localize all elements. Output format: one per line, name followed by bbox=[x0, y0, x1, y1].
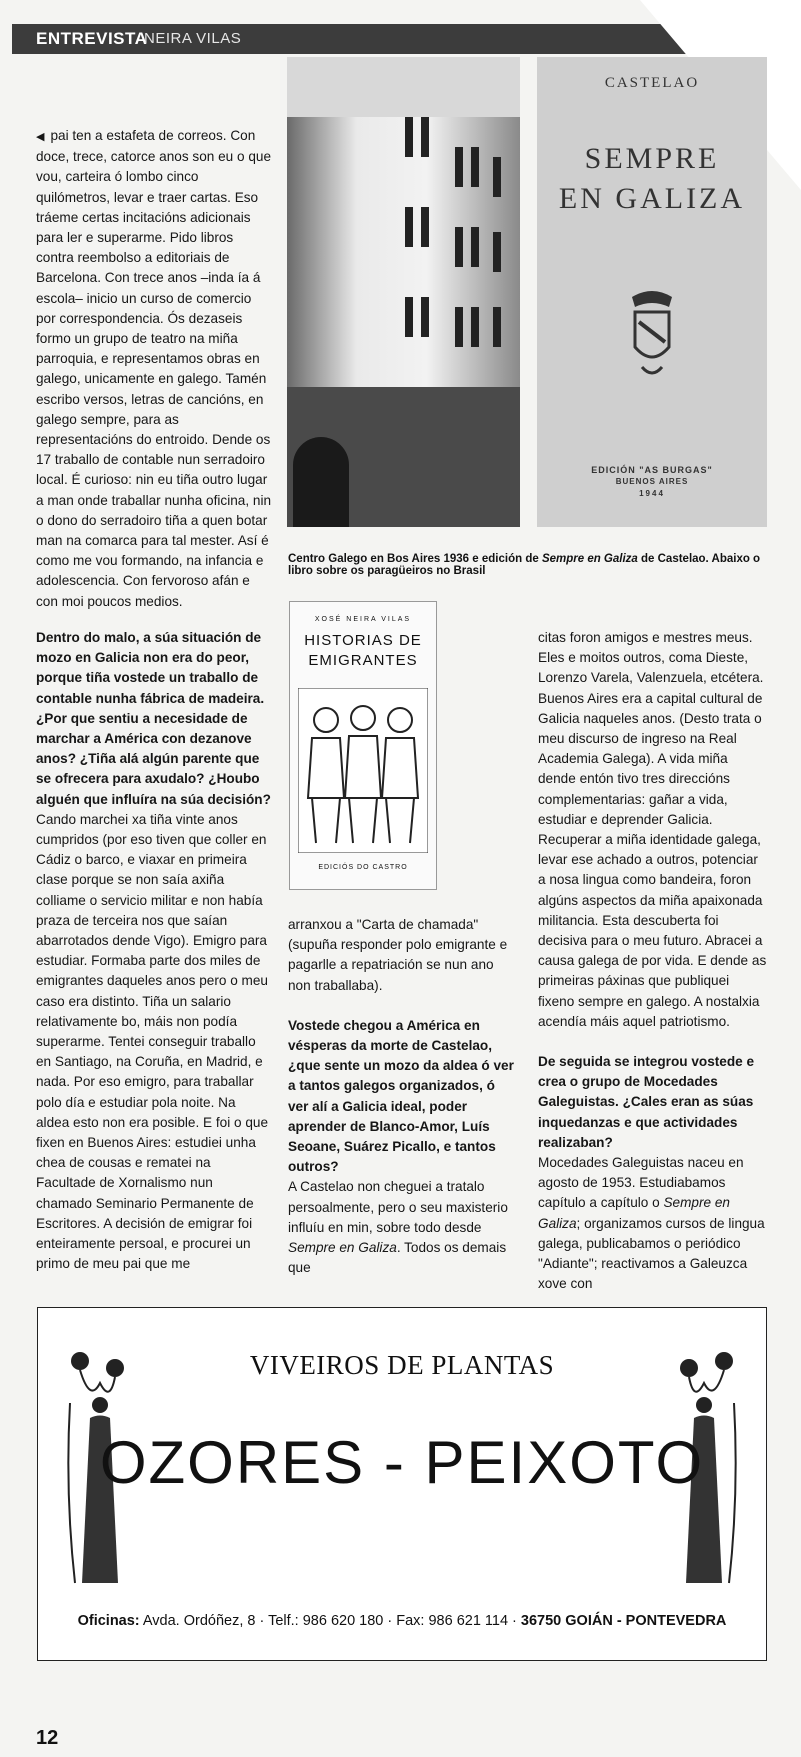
interview-question: Dentro do malo, a súa situación de mozo en Galicia non era do peor, porque tiña vostede un traballo de contable nunha fábrica de madeira. ¿Por que sentiu a necesidade de marchar a América con dezanove anos? ¿Tiña alá algún parente que se ofrecera para axudalo? ¿Houbo alguén que influíra na súa decisión? bbox=[36, 630, 271, 807]
interview-answer: citas foron amigos e mestres meus. Eles e moitos outros, coma Dieste, Lorenzo Varela, Valenzuela, etcétera. Buenos Aires era a capital cultural de Galicia naqueles anos. (Desto trata o meu discurso de ingreso na Real Academia Galega). A vida miña dende entón tivo tres direccións complementarias: gañar a vida, estudiar e deprender Galicia. Recuperar a miña identidade galega, levar ese achado a outros, potenciar a nosa lingua como bandeira, foron algúns aspectos da miña apaixonada militancia. Esta descuberta foi decisiva para o meu futuro. Abracei a causa galega de por vida. E dende as primeiras páxinas que publiquei fixeno sempre en galego. A nostalxia acendía máis aquel patriotismo. bbox=[538, 630, 767, 1029]
ozores-peixoto-advertisement bbox=[37, 1307, 767, 1661]
ad-tagline: VIVEIROS DE PLANTAS bbox=[249, 1350, 555, 1380]
interview-answer: A Castelao non cheguei a tratalo persoalmente, pero o seu maxisterio influíu en min, sobre todo desde Sempre en Galiza. Todos os demais que bbox=[288, 1179, 508, 1276]
book-year: 1944 bbox=[639, 489, 665, 498]
book-author: XOSÉ NEIRA VILAS bbox=[314, 616, 412, 623]
book-author: CASTELAO bbox=[604, 75, 700, 91]
ad-brand: OZORES - PEIXOTO bbox=[99, 1429, 705, 1496]
page-number: 12 bbox=[36, 1727, 59, 1749]
left-triangle-icon: ◀ bbox=[36, 131, 45, 143]
interview-question: Vostede chegou a América en vésperas da morte de Castelao, ¿que sente un mozo da aldea ó ver a tantos galegos organizados, ó ver alí a Galicia ideal, poder aprender de Blanco-Amor, Luís Seoane, Suárez Picallo, e tantos outros? bbox=[288, 1017, 514, 1175]
three-men-illustration bbox=[298, 688, 428, 853]
interview-answer: Mocedades Galeguistas naceu en agosto de 1953. Estudiabamos capítulo a capítulo o Sempre en Galiza; organizamos cursos de lingua galega, publicabamos o periódico "Adiante"; reactivamos a Galeuzca xove con bbox=[538, 1155, 765, 1292]
sempre-en-galiza-cover bbox=[537, 57, 767, 527]
historias-de-emigrantes-cover bbox=[289, 601, 437, 890]
column-1 bbox=[36, 126, 272, 612]
section-label: ENTREVISTA bbox=[36, 29, 148, 48]
book-publisher: EDICIÓS DO CASTRO bbox=[318, 864, 408, 871]
book-edition: EDICIÓN "AS BURGAS" bbox=[591, 465, 713, 475]
column-2 bbox=[288, 915, 518, 1278]
book-city: BUENOS AIRES bbox=[615, 477, 689, 486]
book-title: EMIGRANTES bbox=[308, 652, 418, 669]
galicia-crest-icon bbox=[627, 287, 677, 387]
book-title: EN GALIZA bbox=[558, 182, 746, 215]
book-title: HISTORIAS DE bbox=[304, 632, 422, 649]
interview-question: De seguida se integrou vostede e crea o grupo de Mocedades Galeguistas. ¿Cales eran as súas inquedanzas e que actividades realizaban? bbox=[538, 1054, 755, 1150]
interview-answer: arranxou a "Carta de chamada" (supuña responder polo emigrante e pagarlle a repatriación se nun ano non traballaba). bbox=[288, 917, 508, 993]
book-title: SEMPRE bbox=[584, 142, 720, 175]
column-1-lower bbox=[36, 628, 272, 1275]
column-3 bbox=[538, 628, 768, 1295]
centro-galego-photo bbox=[287, 57, 520, 527]
paragraph: ◀ pai ten a estafeta de correos. Con doce, trece, catorce anos son eu o que vou, carteira ó lombo cinco quilómetros, levar e traer cartas. Eso tráeme certas incitacións adicionais para ler e superarme. Pido libros contra reembolso a editoriais de Barcelona. Con trece anos –inda ía á escola– inicio un curso de comercio por correspondencia. Ós dezaseis formo un grupo de teatro na miña parroquia, e representamos obras en galego, unicamente en galego. Tamén escribo versos, letras de cancións, en galego sempre, para as representacións do entroido. Dende os 17 traballo de contable nun serradoiro local. É curioso: nin eu tiña outro lugar a man onde traballar nunha oficina, nin o dono do serradoiro tiña a quen botar man na comarca para tal mester. Así é como me vou formando, na infancia e adolescencia. Con fervoroso afán e con moi poucos medios. bbox=[36, 128, 272, 609]
photo-caption: Centro Galego en Bos Aires 1936 e edición de Sempre en Galiza de Castelao. Abaixo o libro sobre os paragüeiros no Brasil bbox=[288, 553, 761, 577]
interviewee-name: NEIRA VILAS bbox=[144, 30, 242, 47]
interview-answer: Cando marchei xa tiña vinte anos cumpridos (por eso tiven que coller en Cádiz o barco, e viaxar en primeira clase porque se non saía axiña colliame o servicio militar e non había praza de terceira nos que saían abarrotados dende Vigo). Emigro para estudiar. Formaba parte dos miles de emigrantes daqueles anos pero o meu caso era distinto. Tiña un salario relativamente bo, máis non podía superarme. Tentei conseguir traballo en Santiago, na Coruña, en Madrid, e nada. Por eso emigro, para traballar polo día e estudiar pola noite. Na aldea esto non era posible. E foi o que fixen en Buenos Aires: estudiei unha chea de cousas e rematei na Facultade de Xornalismo nun chamado Seminario Permanente de Escritores. A decisión de emigrar foi enteiramente persoal, e procurei un primo de meu pai que me bbox=[36, 811, 269, 1272]
section-header bbox=[12, 24, 702, 54]
ad-contact: Oficinas: Avda. Ordóñez, 8 · Telf.: 986 620 180 · Fax: 986 621 114 · 36750 GOIÁN - PONTEVEDRA bbox=[77, 1613, 727, 1629]
